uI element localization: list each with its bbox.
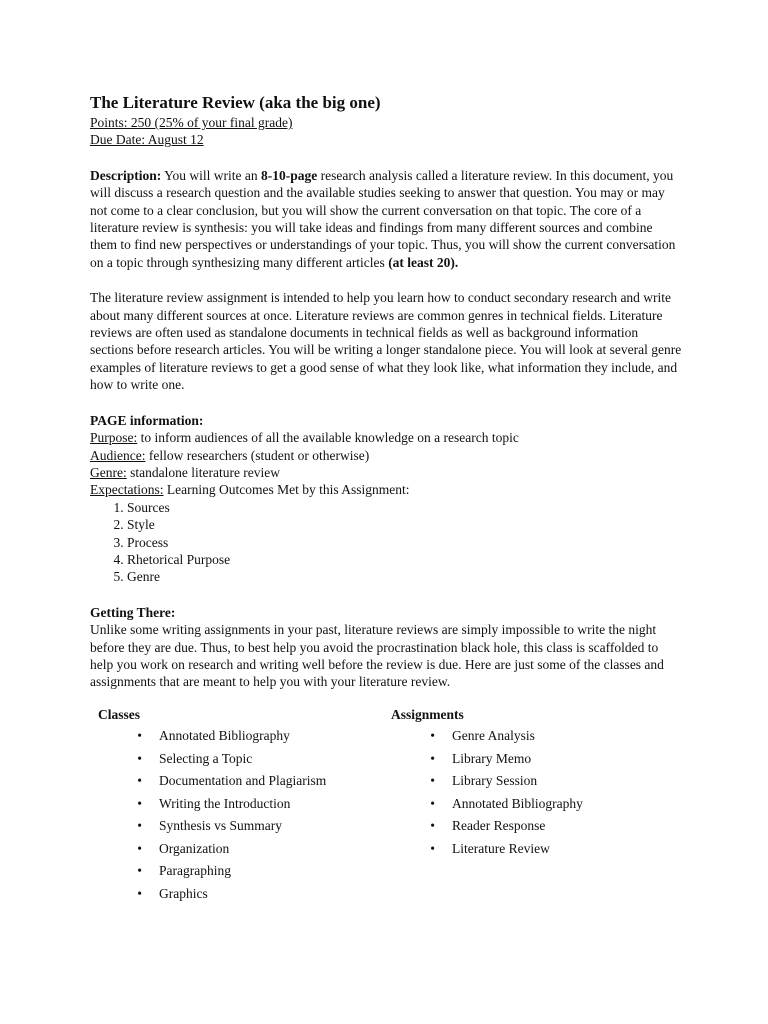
genre-label: Genre: bbox=[90, 464, 127, 480]
list-item: • Documentation and Plagiarism bbox=[90, 770, 383, 793]
list-item: • Library Session bbox=[383, 770, 676, 793]
audience-line bbox=[90, 447, 682, 464]
bullet-icon: • bbox=[137, 795, 142, 811]
bullet-icon: • bbox=[430, 818, 435, 834]
list-item: • Annotated Bibliography bbox=[383, 793, 676, 816]
audience-label: Audience: bbox=[90, 447, 146, 463]
list-item: • Paragraphing bbox=[90, 860, 383, 883]
bullet-icon: • bbox=[137, 728, 142, 744]
bullet-icon: • bbox=[137, 885, 142, 901]
classes-assignments-columns bbox=[90, 706, 682, 905]
audience-text: fellow researchers (student or otherwise) bbox=[145, 447, 370, 463]
bullet-icon: • bbox=[137, 750, 142, 766]
document-content bbox=[90, 92, 682, 905]
getting-there-heading: Getting There: bbox=[90, 604, 176, 620]
list-item: • Literature Review bbox=[383, 838, 676, 861]
list-item: • Library Memo bbox=[383, 748, 676, 771]
list-item: 4. Rhetorical Purpose bbox=[127, 551, 682, 568]
purpose-label: Purpose: bbox=[90, 430, 138, 446]
list-item: 5. Genre bbox=[127, 568, 682, 585]
getting-there-paragraph: Unlike some writing assignments in your past, literature reviews are simply impossible to write the night before they are due. Thus, to best help you avoid the procrastination black hole, this class is scaffolded to help you work on research and writing well before the review is due. Here are just some of the classes and assignments that are meant to help you with your literature review. bbox=[90, 622, 664, 690]
list-item: 1. Sources bbox=[127, 499, 682, 516]
list-item: • Annotated Bibliography bbox=[90, 725, 383, 748]
classes-column bbox=[90, 706, 383, 905]
assignments-column bbox=[383, 706, 676, 905]
bullet-icon: • bbox=[137, 840, 142, 856]
page-count: 8-10-page bbox=[261, 167, 318, 183]
genre-text: standalone literature review bbox=[126, 464, 281, 480]
list-item: • Genre Analysis bbox=[383, 725, 676, 748]
bullet-icon: • bbox=[137, 863, 142, 879]
genre-line bbox=[90, 464, 682, 481]
learning-outcomes-list bbox=[90, 499, 682, 586]
list-item: • Organization bbox=[90, 838, 383, 861]
list-item: 3. Process bbox=[127, 534, 682, 551]
expectations-text: Learning Outcomes Met by this Assignment: bbox=[163, 482, 410, 498]
bullet-icon: • bbox=[430, 840, 435, 856]
purpose-text: to inform audiences of all the available knowledge on a research topic bbox=[137, 430, 519, 446]
due-date-line: Due Date: August 12 bbox=[90, 132, 204, 148]
bullet-icon: • bbox=[137, 773, 142, 789]
description-label: Description: bbox=[90, 167, 162, 183]
list-item: 2. Style bbox=[127, 516, 682, 533]
bullet-icon: • bbox=[137, 818, 142, 834]
list-item: • Graphics bbox=[90, 883, 383, 906]
bullet-icon: • bbox=[430, 728, 435, 744]
classes-heading: Classes bbox=[98, 706, 141, 722]
description-paragraph bbox=[90, 167, 682, 271]
bullet-icon: • bbox=[430, 750, 435, 766]
assignment-intent-paragraph: The literature review assignment is intended to help you learn how to conduct secondary research and write about many different sources at once. Literature reviews are common genres in technical fields. Literature reviews are often used as standalone documents in technical fields as well as background information sections before research articles. You will be writing a longer standalone piece. You will look at several genre examples of literature reviews to get a good sense of what they look like, what information they include, and how to write one. bbox=[90, 290, 682, 393]
page-info-heading: PAGE information: bbox=[90, 412, 204, 428]
classes-list bbox=[90, 725, 383, 905]
assignments-heading: Assignments bbox=[391, 706, 464, 722]
purpose-line bbox=[90, 429, 682, 446]
list-item: • Writing the Introduction bbox=[90, 793, 383, 816]
points-line: Points: 250 (25% of your final grade) bbox=[90, 115, 293, 130]
assignments-list bbox=[383, 725, 676, 860]
expectations-label: Expectations: bbox=[90, 482, 164, 498]
description-text-b: research analysis called a literature review. In this document, you will discuss a research question and the available studies seeking to answer that question. You may or may not come to a clear conclusion, but you will show the current conversation on that topic. The core of a literature review is synthesis: you will take ideas and findings from many different sources and combine them to find new perspectives or understandings of your topic. Thus, you will show the current conversation on a topic through synthesizing many different articles bbox=[90, 167, 676, 270]
list-item: • Synthesis vs Summary bbox=[90, 815, 383, 838]
article-count: (at least 20). bbox=[388, 254, 459, 270]
description-text-a: You will write an bbox=[161, 167, 262, 183]
bullet-icon: • bbox=[430, 795, 435, 811]
expectations-line bbox=[90, 481, 682, 498]
list-item: • Reader Response bbox=[383, 815, 676, 838]
bullet-icon: • bbox=[430, 773, 435, 789]
list-item: • Selecting a Topic bbox=[90, 748, 383, 771]
page-title: The Literature Review (aka the big one) bbox=[90, 93, 381, 112]
